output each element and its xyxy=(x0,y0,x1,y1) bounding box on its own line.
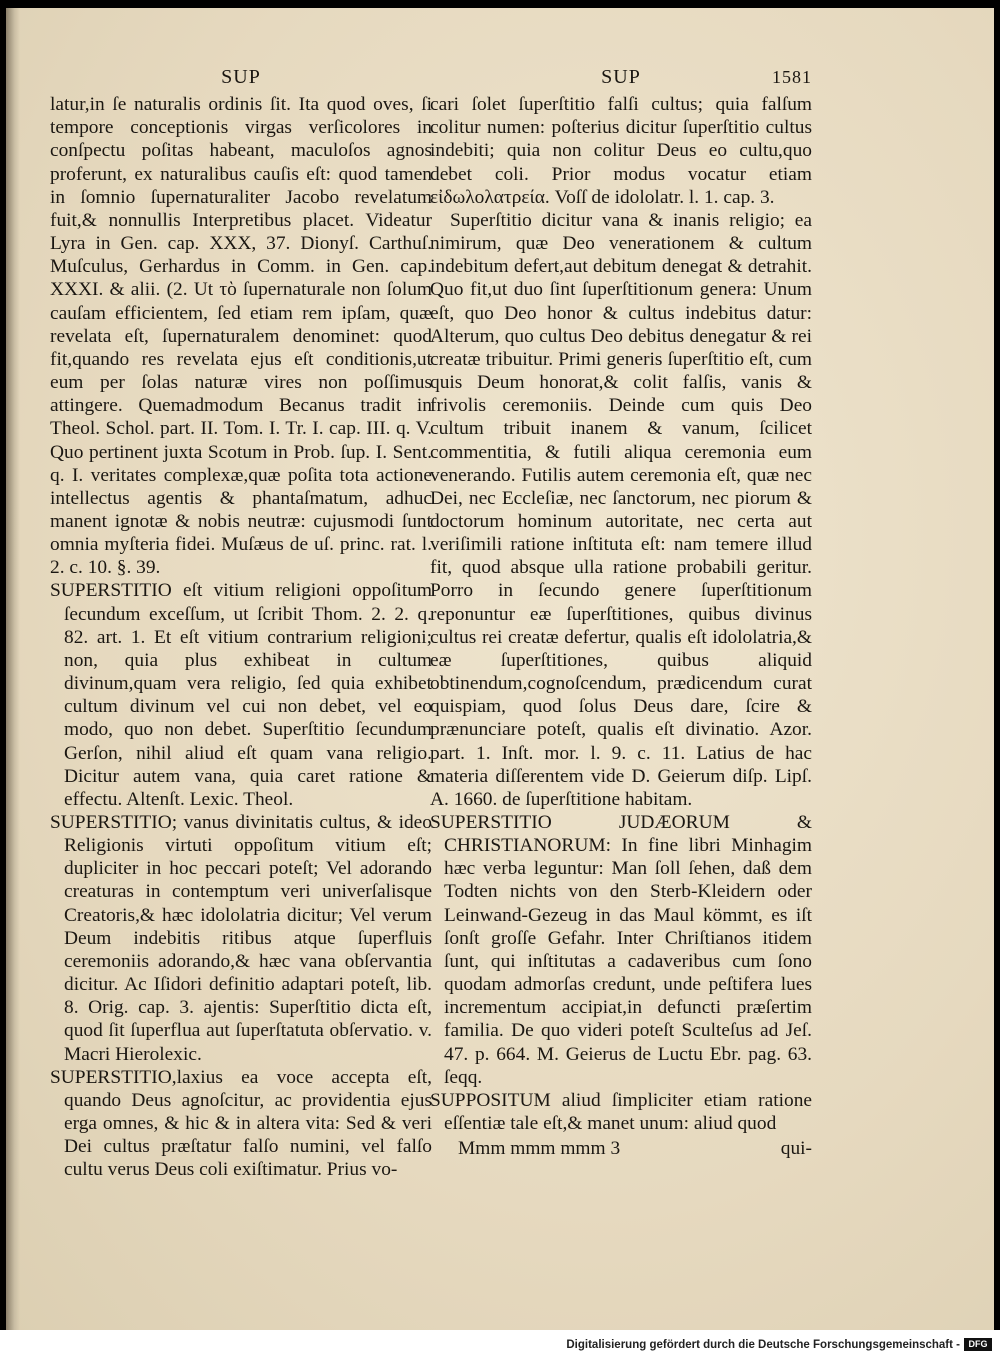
entry-suppositum: SUPPOSITUM aliud ſimpliciter etiam ratione eſſentiæ tale eſt,& manet unum: aliud quod xyxy=(430,1089,812,1135)
paragraph: cari ſolet ſuperſtitio falſi cultus; quia falſum colitur numen: poſterius dicitur ſuperſtitio cultus indebiti; quia non colitur Deus eo cultu,quo debet coli. Prior modus vocatur etiam εἰδωλολατρεία. Voſſ de idololatr. l. 1. cap. 3. xyxy=(430,94,812,208)
entry-superstitio-3: SUPERSTITIO,laxius ea voce accepta eſt, quando Deus agnoſcitur, ac providentia ejus erga omnes, & hic & in altera vita: Sed & veri Dei cultus præſtatur falſo numini, vel falſo cultu verus Deus coli exiſtimatur. Prius vo- xyxy=(50,1066,432,1181)
left-running-head: SUP xyxy=(221,66,261,88)
footer-credit: Digitalisierung gefördert durch die Deutsche Forschungsgemeinschaft - xyxy=(566,1339,960,1351)
page-signature-line xyxy=(430,1137,812,1160)
catchword: qui- xyxy=(780,1138,812,1160)
book-page xyxy=(6,8,994,1330)
entry-superstitio-1: SUPERSTITIO eſt vitium religioni oppoſitum ſecundum exceſſum, ut ſcribit Thom. 2. 2. q. 82. art. 1. Et eſt vitium contrarium religioni; non, quia plus exhibeat in cultum divinum,quam vera religio, ſed quia exhibet cultum divinum vel cui non debet, vel eo modo, quo non debet. Superſtitio ſecundum Gerſon, nihil aliud eſt quam vana religio. Dicitur autem vana, quia caret ratione & effectu. Altenſt. Lexic. Theol. xyxy=(50,580,432,810)
right-running-head-text: SUP xyxy=(601,66,641,88)
left-column xyxy=(50,66,432,1182)
footer-bar xyxy=(0,1330,1000,1358)
entry-superstitio-judaeorum: SUPERSTITIO JUDÆORUM & CHRISTIANORUM: In fine libri Minhagim hæc verba leguntur: Man ſoll ſehen, daß dem Todten nichts von den Sterb-Kleidern oder Leinwand-Gezeug in das Maul kömmt, es iſt ſonſt groſſe Gefahr. Inter Chriſtianos itidem ſunt, qui inſtitutas a cadaveribus cum ſono quodam admorſas credunt, unde peſtifera lues incrementum accipiat,in defuncti præſertim familia. De quo videri poteſt Sculteſus ad Jeſ. 47. p. 664. M. Geierus de Luctu Ebr. pag. 63. ſeqq. xyxy=(430,812,812,1088)
right-column xyxy=(430,66,812,1160)
dfg-logo: DFG xyxy=(964,1338,992,1351)
page-gutter-shadow xyxy=(6,8,20,1330)
paragraph: latur,in ſe naturalis ordinis ſit. Ita quod oves, ſi tempore conceptionis virgas verſicolores in conſpectu poſitas habeant, maculoſos agnos proferunt, ex naturalibus cauſis eſt: quod tamen in ſomnio ſupernaturaliter Jacobo revelatum fuit,& nonnullis Interpretibus placet. Videatur Lyra in Gen. cap. XXX, 37. Dionyſ. Carthuſ. Muſculus, Gerhardus in Comm. in Gen. cap. XXXI. & alii. (2. Ut τὸ ſupernaturale non ſolum cauſam efficientem, ſed etiam rem ipſam, quæ revelata eſt, ſupernaturalem denominet: quod fit,quando res revelata ejus eſt conditionis,ut eum per ſolas naturæ vires non poſſimus attingere. Quemadmodum Becanus tradit in Theol. Schol. part. II. Tom. I. Tr. I. cap. III. q. V. Quo pertinent juxta Scotum in Prob. ſup. I. Sent. q. I. veritates complexæ,quæ poſita tota actione intellectus agentis & phantaſmatum, adhuc manent ignotæ & nobis neutræ: cujusmodi ſunt omnia myſteria fidei. Muſæus de uſ. princ. rat. l. 2. c. 10. §. 39. xyxy=(50,94,432,579)
entry-superstitio-2: SUPERSTITIO; vanus divinitatis cultus, & ideo Religionis virtuti oppoſitum vitium eſt; dupliciter in hoc peccari poteſt; Vel adorando creaturas in contemptum veri univerſalisque Creatoris,& hæc idololatria dicitur; Vel verum Deum indebitis ritibus atque ſuperfluis ceremoniis adorando,& hæc vana obſervantia dicitur. Ac Iſidori definitio adaptari poteſt, lib. 8. Orig. cap. 3. ajentis: Superſtitio dicta eſt, quod ſit ſuperflua aut ſuperſtatuta obſervatio. v. Macri Hierolexic. xyxy=(50,812,432,1065)
page-number: 1581 xyxy=(772,67,812,87)
right-running-head xyxy=(430,66,812,89)
signature-mark: Mmm mmm mmm 3 xyxy=(458,1138,621,1160)
paragraph: Superſtitio dicitur vana & inanis religio; ea nimirum, quæ Deo venerationem & cultum indebitum defert,aut debitum denegat & detrahit. Quo fit,ut duo ſint ſuperſtitionum genera: Unum eſt, quo Deo honor & cultus indebitus datur: Alterum, quo cultus Deo debitus denegatur & rei creatæ tribuitur. Primi generis ſuperſtitio eſt, cum quis Deum honorat,& colit falſis, vanis & frivolis ceremoniis. Deinde cum quis Deo cultum tribuit inanem & vanum, ſcilicet commentitia, & futili aliqua ceremonia eum venerando. Futilis autem ceremonia eſt, quæ nec Dei, nec Eccleſiæ, nec ſanctorum, nec piorum & doctorum hominum autoritate, nec certa aut veriſimili ratione inſtituta eſt: nam temere illud fit, quod absque ulla ratione probabili geritur. Porro in ſecundo genere ſuperſtitionum reponuntur eæ ſuperſtitiones, quibus divinus cultus rei creatæ defertur, qualis eſt idololatria,& eæ ſuperſtitiones, quibus aliquid obtinendum,cognoſcendum, prædicendum curat quispiam, quod ſolus Deus dare, ſcire & prænunciare poteſt, qualis eſt divinatio. Azor. part. 1. Inſt. mor. l. 9. c. 11. Latius de hac materia diſſerentem vide D. Geierum diſp. Lipſ. A. 1660. de ſuperſtitione habitam. xyxy=(430,209,812,810)
